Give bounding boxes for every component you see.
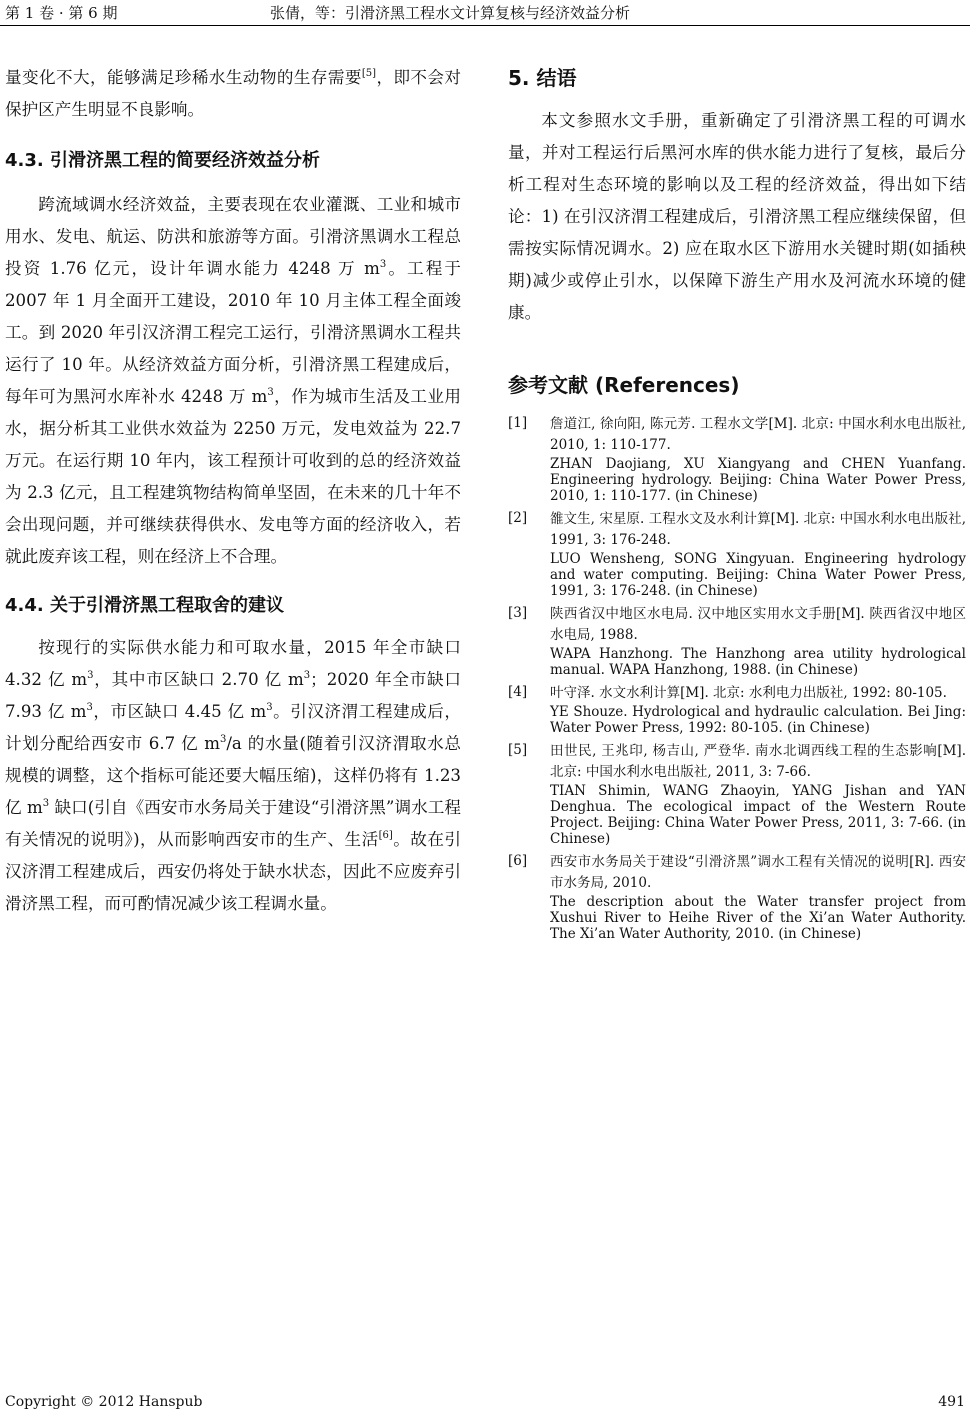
reference-list bbox=[508, 414, 966, 942]
reference-number: [3] bbox=[508, 605, 528, 621]
reference-number: [2] bbox=[508, 510, 528, 526]
reference-english: YE Shouze. Hydrological and hydraulic calculation. Bei Jing: Water Power Press, 1992: 80-105. (in Chinese) bbox=[550, 704, 966, 736]
reference-chinese: 西安市水务局关于建设“引滑济黑”调水工程有关情况的说明[R]. 西安市水务局, 2010. bbox=[550, 854, 966, 891]
right-column bbox=[508, 62, 966, 947]
section-heading-4-3: 4.3. 引滑济黑工程的简要经济效益分析 bbox=[5, 150, 320, 171]
section-heading-conclusion: 5. 结语 bbox=[508, 66, 577, 90]
reference-english: The description about the Water transfer project from Xushui River to Heihe River of the Xi’an Water Authority. The Xi’an Water Authority, 2010. (in Chinese) bbox=[550, 894, 966, 942]
journal-volume-issue: 第 1 卷 · 第 6 期 bbox=[5, 4, 118, 22]
left-column bbox=[5, 62, 461, 920]
reference-item bbox=[508, 604, 966, 678]
paragraph-economic-benefit: 跨流域调水经济效益，主要表现在农业灌溉、工业和城市用水、发电、航运、防洪和旅游等方面。引滑济黑调水工程总投资 1.76 亿元，设计年调水能力 4248 万 $m^3$。工程于 2007 年 1 月全面开工建设，2010 年 10 月主体工程全面竣工。到 2020 年引汉济渭工程完工运行，引滑济黑调水工程共运行了 10 年。从经济效益方面分析，引滑济黑工程建成后，每年可为黑河水库补水 4248 万 $m^3$，作为城市生活及工业用水，据分析其工业供水效益为 2250 万元，发电效益为 22.7 万元。在运行期 10 年内，该工程预计可收到的总的经济效益为 2.3 亿元，且工程建筑物结构简单坚固，在未来的几十年不会出现问题，并可继续获得供水、发电等方面的经济收入，若就此废弃该工程，则在经济上不合理。 bbox=[5, 195, 462, 566]
reference-english: ZHAN Daojiang, XU Xiangyang and CHEN Yuanfang. Engineering hydrology. Beijing: China Water Power Press, 2010, 1: 110-177. (in Chinese) bbox=[550, 456, 966, 504]
reference-chinese: 雒文生, 宋星原. 工程水文及水利计算[M]. 北京: 中国水利水电出版社, 1991, 3: 176-248. bbox=[550, 511, 966, 548]
reference-chinese: 田世民, 王兆印, 杨吉山, 严登华. 南水北调西线工程的生态影响[M]. 北京: 中国水利水电出版社, 2011, 3: 7-66. bbox=[550, 743, 966, 780]
page-header bbox=[0, 0, 970, 26]
reference-number: [1] bbox=[508, 415, 528, 431]
running-title: 张倩，等：引滑济黑工程水文计算复核与经济效益分析 bbox=[270, 4, 631, 22]
header-rule bbox=[0, 25, 970, 26]
reference-item bbox=[508, 509, 966, 599]
reference-english: LUO Wensheng, SONG Xingyuan. Engineering hydrology and water computing. Beijing: China Water Power Press, 1991, 3: 176-248. (in Chinese) bbox=[550, 551, 966, 599]
references-heading: 参考文献 (References) bbox=[508, 373, 740, 397]
copyright-notice: Copyright © 2012 Hanspub bbox=[5, 1394, 203, 1410]
reference-number: [4] bbox=[508, 684, 528, 700]
reference-item bbox=[508, 414, 966, 504]
paragraph-conclusion: 本文参照水文手册，重新确定了引滑济黑工程的可调水量，并对工程运行后黑河水库的供水能力进行了复核，最后分析工程对生态环境的影响以及工程的经济效益，得出如下结论：1) 在引汉济渭工程建成后，引滑济黑工程应继续保留，但需按实际情况调水。2) 应在取水区下游用水关键时期(如插秧期)减少或停止引水，以保障下游生产用水及河流水环境的健康。 bbox=[508, 111, 966, 322]
reference-number: [6] bbox=[508, 853, 528, 869]
reference-item bbox=[508, 852, 966, 942]
section-heading-4-4: 4.4. 关于引滑济黑工程取舍的建议 bbox=[5, 595, 284, 616]
reference-number: [5] bbox=[508, 742, 528, 758]
reference-item bbox=[508, 683, 966, 736]
reference-chinese: 陕西省汉中地区水电局. 汉中地区实用水文手册[M]. 陕西省汉中地区水电局, 1988. bbox=[550, 606, 966, 643]
paragraph-continued: 量变化不大，能够满足珍稀水生动物的生存需要[5]，即不会对保护区产生明显不良影响。 bbox=[5, 68, 462, 119]
reference-chinese: 詹道江, 徐向阳, 陈元芳. 工程水文学[M]. 北京: 中国水利水电出版社, 2010, 1: 110-177. bbox=[550, 416, 966, 453]
reference-chinese: 叶守泽. 水文水利计算[M]. 北京: 水利电力出版社, 1992: 80-105. bbox=[550, 685, 947, 701]
reference-english: WAPA Hanzhong. The Hanzhong area utility hydrological manual. WAPA Hanzhong, 1988. (in Chinese) bbox=[550, 646, 966, 678]
reference-item bbox=[508, 741, 966, 847]
reference-english: TIAN Shimin, WANG Zhaoyin, YANG Jishan and YAN Denghua. The ecological impact of the Western Route Project. Beijing: China Water Power Press, 2011, 3: 7-66. (in Chinese) bbox=[550, 783, 966, 847]
paragraph-recommendation: 按现行的实际供水能力和可取水量，2015 年全市缺口 4.32 亿 $m^3$，其中市区缺口 2.70 亿 $m^3$；2020 年全市缺口 7.93 亿 $m^3$，市区缺口 4.45 亿 $m^3$。引汉济渭工程建成后，计划分配给西安市 6.7 亿 $m^3/a$ 的水量(随着引汉济渭取水总规模的调整，这个指标可能还要大幅压缩)，这样仍将有 1.23 亿 $m^3$ 缺口(引自《西安市水务局关于建设“引滑济黑”调水工程有关情况的说明》)，从而影响西安市的生产、生活[6]。故在引汉济渭工程建成后，西安仍将处于缺水状态，因此不应废弃引滑济黑工程，而可酌情况减少该工程调水量。 bbox=[5, 638, 462, 913]
page-number: 491 bbox=[938, 1394, 965, 1410]
